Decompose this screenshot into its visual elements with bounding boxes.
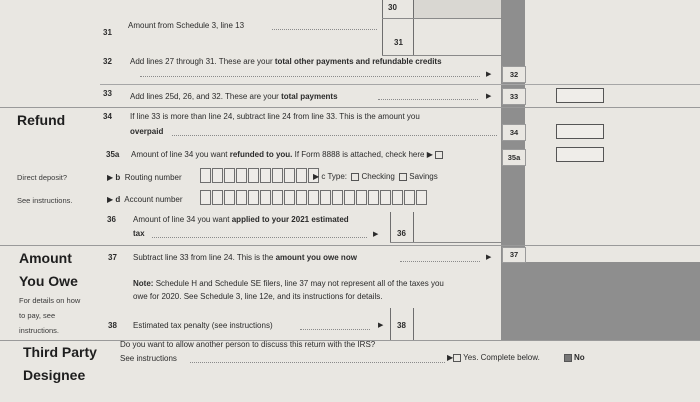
designee-question: Do you want to allow another person to discuss this return with the IRS?: [120, 340, 376, 349]
arrow-icon: ▶: [486, 93, 492, 100]
box-label-36: 36: [397, 229, 406, 238]
shaded-strip: [413, 0, 501, 18]
section-third-party: Third Party: [23, 344, 97, 360]
line-31-number: 31: [103, 28, 112, 37]
dot-leader: [272, 29, 377, 30]
direct-deposit-label: Direct deposit?: [17, 173, 68, 182]
line-36-text: Amount of line 34 you want applied to your 2021 estimated: [133, 215, 349, 224]
routing-number-input[interactable]: [200, 168, 320, 183]
divider: [382, 55, 502, 56]
checking-checkbox[interactable]: [351, 173, 359, 181]
arrow-icon: ▶: [486, 254, 492, 261]
box-label-34: 34: [502, 124, 526, 141]
section-you-owe: You Owe: [19, 273, 78, 289]
shaded-area-owe: [501, 262, 700, 340]
divider: [390, 212, 391, 242]
line-38-text: Estimated tax penalty (see instructions): [133, 321, 273, 330]
dot-leader: [378, 99, 478, 100]
line-37-number: 37: [108, 253, 117, 262]
line-34-text-2: overpaid: [130, 127, 164, 136]
box-label-38: 38: [397, 321, 406, 330]
line-35a-number: 35a: [106, 150, 120, 159]
dot-leader: [400, 261, 480, 262]
dot-leader: [152, 237, 367, 238]
line-37-text: Subtract line 33 from line 24. This is the amount you owe now: [133, 253, 357, 262]
dot-leader: [300, 329, 370, 330]
divider: [390, 308, 391, 340]
account-type: ▶ c Type: Checking Savings: [313, 172, 438, 181]
designee-no[interactable]: No: [564, 353, 585, 362]
divider: [413, 308, 414, 340]
box-label-33: 33: [502, 88, 526, 105]
dot-leader: [140, 76, 480, 77]
divider: [382, 18, 502, 19]
see-instructions-label: See instructions.: [17, 196, 73, 205]
line-33-text: Add lines 25d, 26, and 32. These are your total payments: [130, 92, 338, 101]
line-38-number: 38: [108, 321, 117, 330]
savings-checkbox[interactable]: [399, 173, 407, 181]
divider: [0, 107, 700, 108]
no-checkbox[interactable]: [564, 354, 572, 362]
section-designee: Designee: [23, 367, 86, 383]
divider: [0, 245, 700, 246]
line-36-text-2: tax: [133, 229, 145, 238]
line-35d-label: ▶ d Account number: [107, 195, 183, 204]
divider: [382, 0, 383, 56]
section-amount: Amount: [19, 250, 72, 266]
details-text-2: to pay, see: [19, 311, 56, 320]
amount-field-34[interactable]: [556, 124, 604, 139]
line-34-text: If line 33 is more than line 24, subtract line 24 from line 33. This is the amount you: [130, 112, 420, 121]
box-label-31: 31: [394, 38, 403, 47]
designee-yes[interactable]: ▶ Yes. Complete below.: [447, 353, 540, 362]
box-label-37: 37: [502, 247, 526, 263]
section-refund: Refund: [17, 112, 66, 128]
line-35a-text: Amount of line 34 you want refunded to you. If Form 8888 is attached, check here ▶: [131, 150, 445, 159]
form8888-checkbox[interactable]: [435, 151, 443, 159]
arrow-icon: ▶: [486, 71, 492, 78]
line-31-text: Amount from Schedule 3, line 13: [128, 21, 245, 30]
dot-leader: [190, 362, 445, 363]
note-text-2: owe for 2020. See Schedule 3, line 12e, and its instructions for details.: [133, 292, 383, 301]
line-32-text: Add lines 27 through 31. These are your total other payments and refundable credits: [130, 57, 442, 66]
arrow-icon: ▶: [378, 322, 384, 329]
details-text-1: For details on how: [19, 296, 81, 305]
line-33-number: 33: [103, 89, 112, 98]
yes-checkbox[interactable]: [453, 354, 461, 362]
line-35b-label: ▶ b Routing number: [107, 173, 182, 182]
line-34-number: 34: [103, 112, 112, 121]
dot-leader: [172, 135, 497, 136]
box-label-35a: 35a: [502, 149, 526, 166]
line-32-number: 32: [103, 57, 112, 66]
divider: [100, 84, 700, 85]
divider: [413, 0, 414, 56]
note-text-1: Note: Schedule H and Schedule SE filers, line 37 may not represent all of the taxes you: [133, 279, 444, 288]
divider: [413, 212, 414, 242]
arrow-icon: ▶: [373, 231, 379, 238]
box-label-32: 32: [502, 66, 526, 83]
amount-field-35a[interactable]: [556, 147, 604, 162]
account-number-input[interactable]: [200, 190, 428, 205]
box-label-30: 30: [388, 3, 397, 12]
divider: [390, 242, 502, 243]
details-text-3: instructions.: [19, 326, 60, 335]
line-36-number: 36: [107, 215, 116, 224]
amount-field-33[interactable]: [556, 88, 604, 103]
designee-see-instructions: See instructions: [120, 354, 177, 363]
